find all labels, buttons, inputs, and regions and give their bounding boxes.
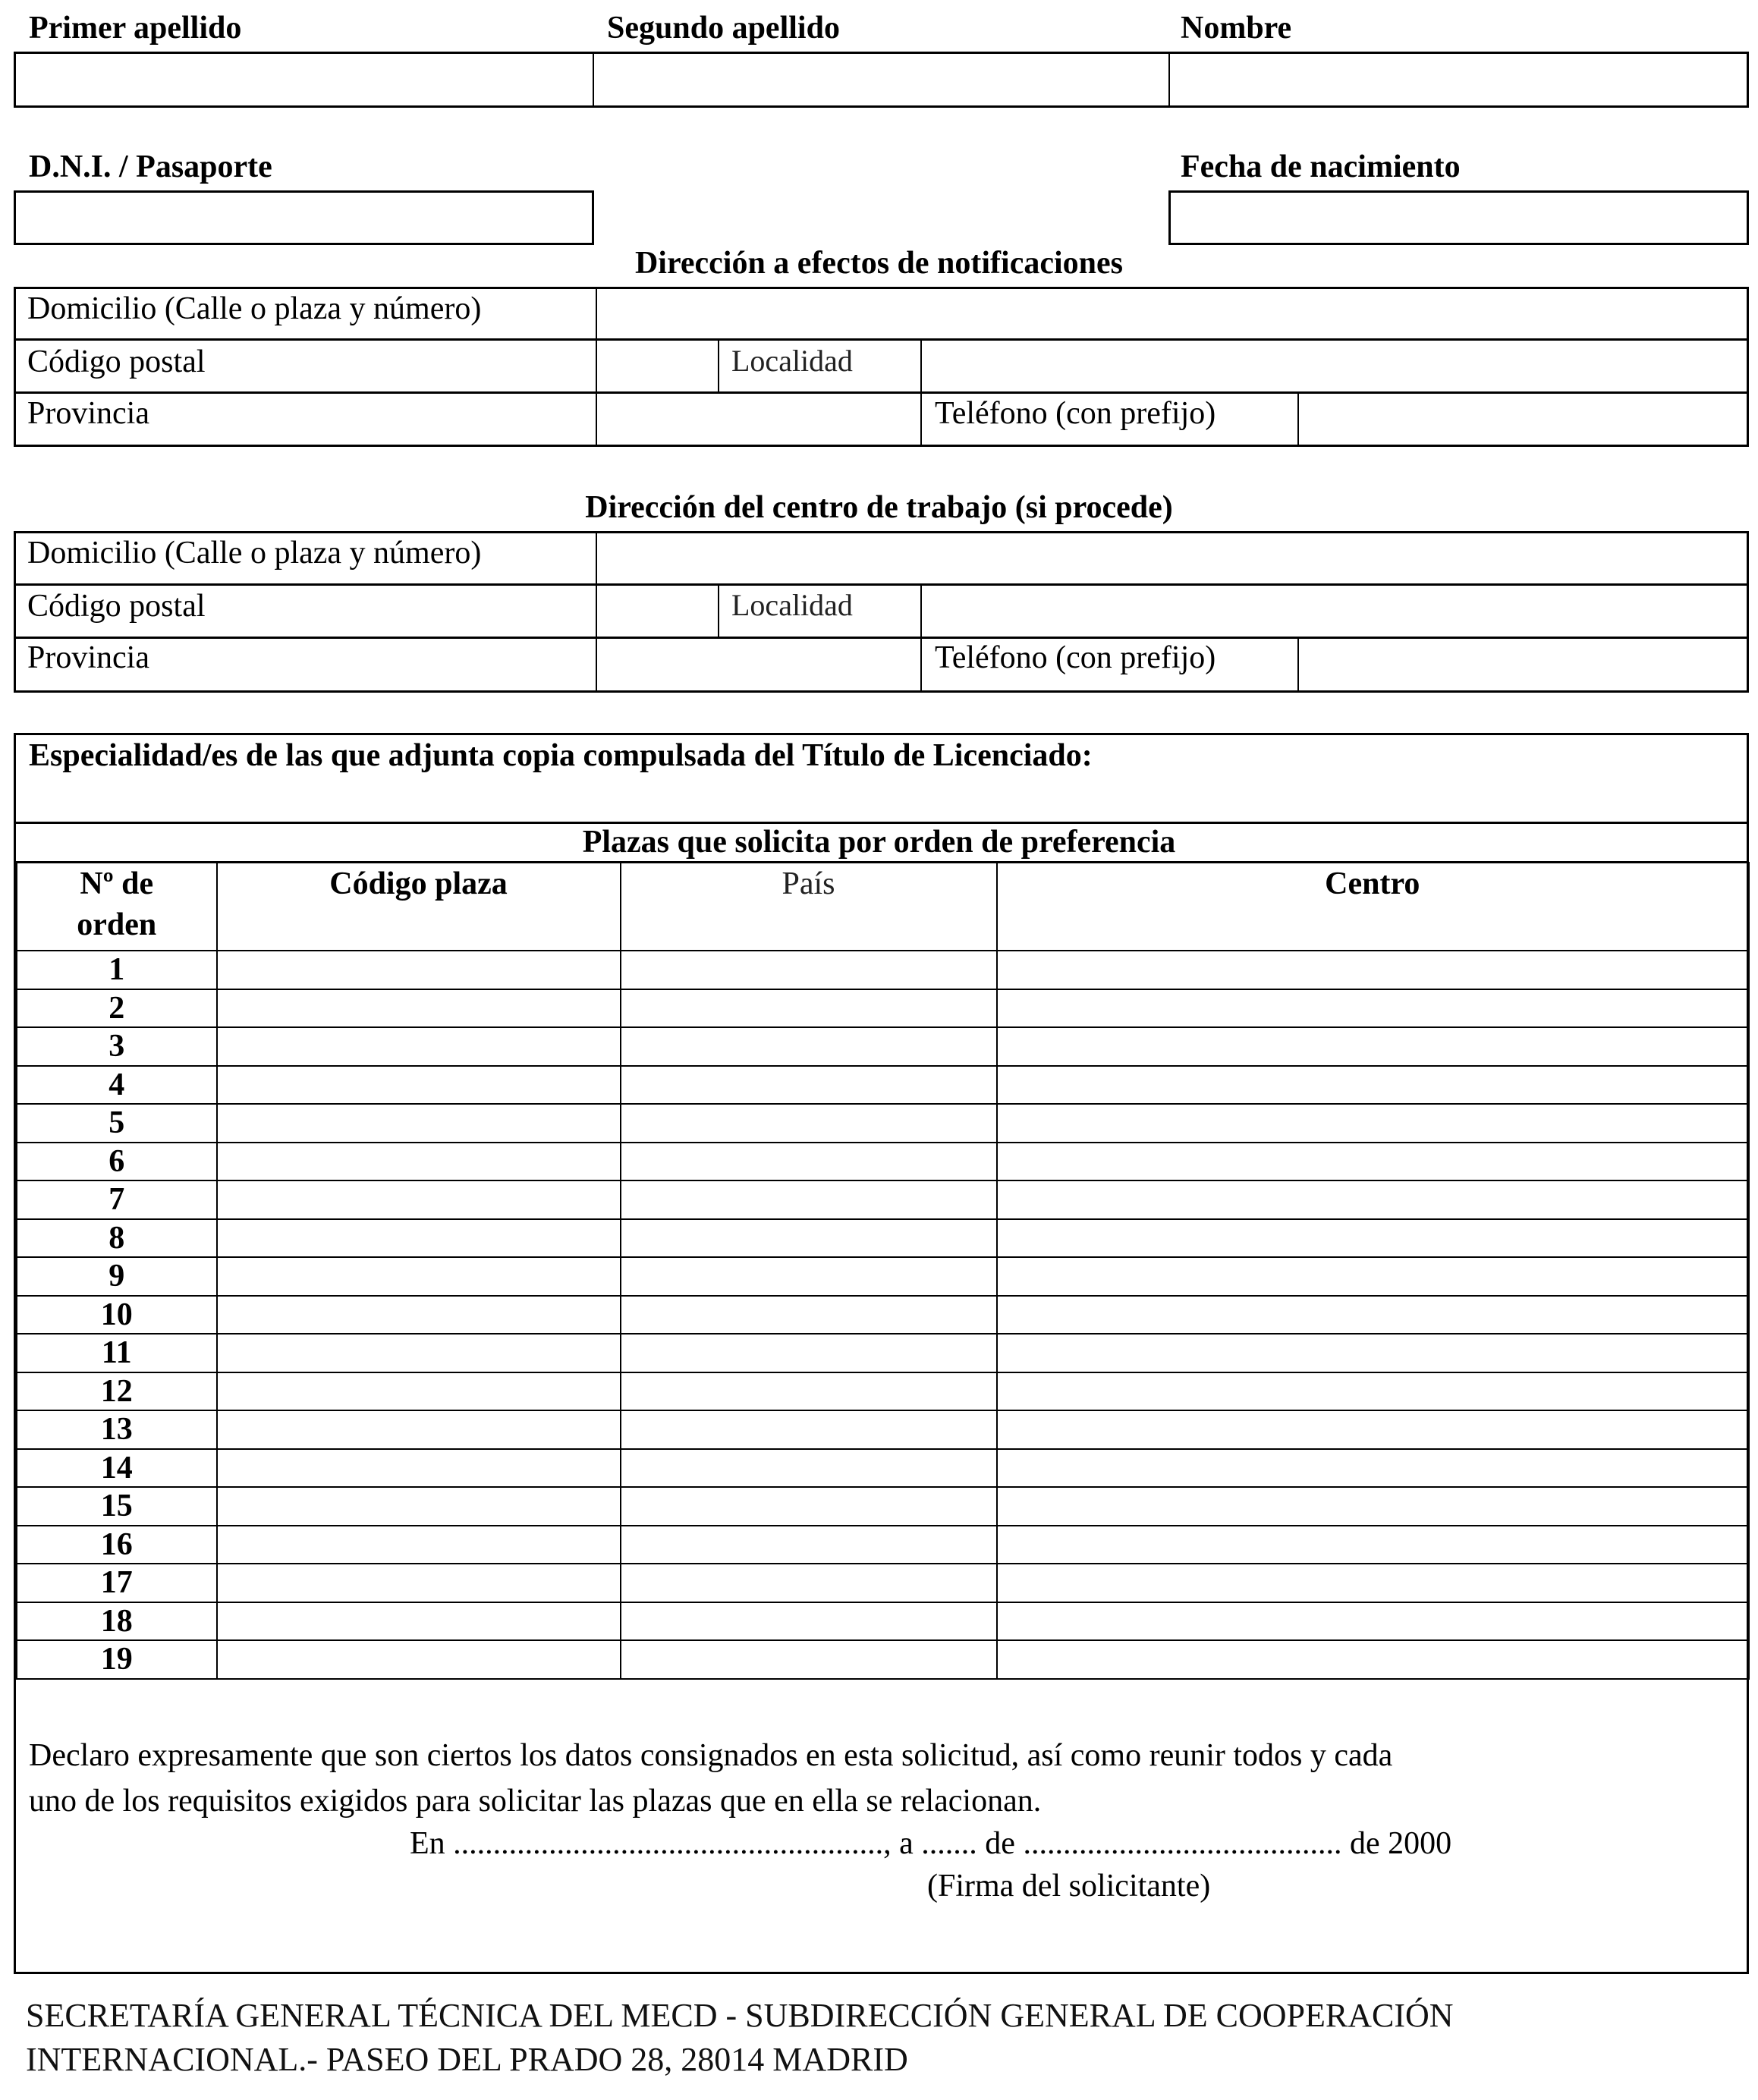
pais-cell[interactable]: [621, 1487, 997, 1526]
dni-box: [14, 190, 594, 245]
table-row: [17, 1372, 1749, 1411]
row-divider: [14, 583, 1749, 586]
footer-line2: INTERNACIONAL.- PASEO DEL PRADO 28, 28014 MADRID: [26, 2041, 908, 2078]
pais-cell[interactable]: [621, 1449, 997, 1488]
firma-label: (Firma del solicitante): [927, 1869, 1211, 1904]
codigo-plaza-cell[interactable]: [217, 1296, 621, 1335]
row-number: 5: [17, 1104, 217, 1143]
trabajo-localidad-label: Localidad: [731, 588, 853, 622]
table-row: [17, 1143, 1749, 1181]
codigo-plaza-cell[interactable]: [217, 1334, 621, 1372]
notif-provincia-input[interactable]: [598, 395, 919, 444]
codigo-plaza-cell[interactable]: [217, 1066, 621, 1105]
table-row: [17, 1296, 1749, 1335]
especialidad-label: Especialidad/es de las que adjunta copia compulsada del Título de Licenciado:: [29, 738, 1093, 773]
row-number: 14: [17, 1449, 217, 1488]
plazas-table: [15, 862, 1750, 1680]
table-row: [17, 1602, 1749, 1641]
centro-cell[interactable]: [997, 1180, 1749, 1219]
row-number: 10: [17, 1296, 217, 1335]
centro-cell[interactable]: [997, 1487, 1749, 1526]
centro-cell[interactable]: [997, 951, 1749, 989]
row-number: 7: [17, 1180, 217, 1219]
divider: [920, 340, 922, 445]
row-number: 15: [17, 1487, 217, 1526]
codigo-plaza-cell[interactable]: [217, 951, 621, 989]
codigo-plaza-cell[interactable]: [217, 1640, 621, 1679]
notif-telefono-input[interactable]: [1300, 395, 1747, 444]
trabajo-telefono-label: Teléfono (con prefijo): [935, 640, 1216, 675]
centro-cell[interactable]: [997, 1143, 1749, 1181]
notif-localidad-label: Localidad: [731, 344, 853, 378]
centro-cell[interactable]: [997, 989, 1749, 1028]
pais-cell[interactable]: [621, 1066, 997, 1105]
pais-cell[interactable]: [621, 1564, 997, 1602]
notificaciones-title: Dirección a efectos de notificaciones: [634, 246, 1124, 281]
centro-cell[interactable]: [997, 1219, 1749, 1258]
notif-telefono-label: Teléfono (con prefijo): [935, 396, 1216, 431]
centro-cell[interactable]: [997, 1410, 1749, 1449]
centro-cell[interactable]: [997, 1449, 1749, 1488]
footer-line1: SECRETARÍA GENERAL TÉCNICA DEL MECD - SUBDIRECCIÓN GENERAL DE COOPERACIÓN: [26, 1997, 1454, 2034]
codigo-plaza-cell[interactable]: [217, 1602, 621, 1641]
trabajo-localidad-input[interactable]: [923, 586, 1747, 635]
pais-cell[interactable]: [621, 1334, 997, 1372]
notif-domicilio-label: Domicilio (Calle o plaza y número): [27, 291, 482, 326]
header-pais: País: [621, 863, 997, 951]
table-row: [17, 1449, 1749, 1488]
notif-provincia-label: Provincia: [27, 396, 149, 431]
row-number: 2: [17, 989, 217, 1028]
pais-cell[interactable]: [621, 1372, 997, 1411]
row-divider: [14, 637, 1749, 639]
centro-cell[interactable]: [997, 1602, 1749, 1641]
pais-cell[interactable]: [621, 1410, 997, 1449]
trabajo-telefono-input[interactable]: [1300, 640, 1747, 690]
primer-apellido-input[interactable]: [16, 54, 591, 105]
pais-cell[interactable]: [621, 1143, 997, 1181]
divider: [596, 533, 597, 691]
table-row: [17, 1410, 1749, 1449]
notif-codigo-postal-input[interactable]: [598, 341, 716, 390]
table-row: [17, 951, 1749, 989]
centro-trabajo-title: Dirección del centro de trabajo (si procede): [585, 490, 1173, 525]
row-number: 6: [17, 1143, 217, 1181]
trabajo-codigo-postal-input[interactable]: [598, 586, 716, 635]
codigo-plaza-cell[interactable]: [217, 989, 621, 1028]
fecha-nacimiento-input[interactable]: [1171, 193, 1747, 243]
table-row: [17, 1487, 1749, 1526]
row-number: 8: [17, 1219, 217, 1258]
table-row: [17, 1526, 1749, 1564]
dni-label: D.N.I. / Pasaporte: [29, 149, 272, 184]
notif-codigo-postal-label: Código postal: [27, 344, 206, 379]
especialidad-input[interactable]: [18, 781, 1745, 821]
codigo-plaza-cell[interactable]: [217, 1257, 621, 1296]
pais-cell[interactable]: [621, 1257, 997, 1296]
centro-cell[interactable]: [997, 1564, 1749, 1602]
row-number: 11: [17, 1334, 217, 1372]
divider: [596, 288, 597, 445]
row-number: 12: [17, 1372, 217, 1411]
pais-cell[interactable]: [621, 951, 997, 989]
codigo-plaza-cell[interactable]: [217, 1180, 621, 1219]
row-number: 4: [17, 1066, 217, 1105]
centro-cell[interactable]: [997, 1066, 1749, 1105]
fecha-nacimiento-label: Fecha de nacimiento: [1181, 149, 1461, 184]
centro-cell[interactable]: [997, 1640, 1749, 1679]
pais-cell[interactable]: [621, 1526, 997, 1564]
nombre-label: Nombre: [1181, 11, 1292, 46]
header-orden-line2: orden: [77, 907, 157, 942]
header-centro: Centro: [997, 863, 1749, 951]
pais-cell[interactable]: [621, 989, 997, 1028]
table-row: [17, 1104, 1749, 1143]
declaracion-line1: Declaro expresamente que son ciertos los datos consignados en esta solicitud, así como reunir todos y cada: [29, 1738, 1393, 1773]
codigo-plaza-cell[interactable]: [217, 1104, 621, 1143]
pais-cell[interactable]: [621, 1219, 997, 1258]
row-number: 13: [17, 1410, 217, 1449]
centro-cell[interactable]: [997, 1104, 1749, 1143]
codigo-plaza-cell[interactable]: [217, 1219, 621, 1258]
divider: [593, 53, 594, 106]
header-orden-line1: Nº de: [80, 866, 154, 901]
table-row: [17, 1066, 1749, 1105]
plazas-header-row: [17, 863, 1749, 951]
trabajo-codigo-postal-label: Código postal: [27, 589, 206, 624]
pais-cell[interactable]: [621, 1027, 997, 1066]
pais-cell[interactable]: [621, 1640, 997, 1679]
pais-cell[interactable]: [621, 1602, 997, 1641]
nombre-input[interactable]: [1171, 54, 1747, 105]
table-row: [17, 1027, 1749, 1066]
header-orden: [17, 863, 217, 951]
trabajo-domicilio-input[interactable]: [598, 533, 1747, 583]
plazas-title: Plazas que solicita por orden de preferencia: [582, 825, 1176, 860]
row-number: 1: [17, 951, 217, 989]
trabajo-domicilio-label: Domicilio (Calle o plaza y número): [27, 536, 482, 571]
row-divider: [14, 391, 1749, 394]
centro-cell[interactable]: [997, 1027, 1749, 1066]
table-row: [17, 1219, 1749, 1258]
table-row: [17, 1564, 1749, 1602]
divider: [718, 340, 719, 393]
table-row: [17, 1257, 1749, 1296]
table-row: [17, 1640, 1749, 1679]
trabajo-provincia-input[interactable]: [598, 640, 919, 690]
fecha-lugar-line[interactable]: En ......................................................, a ....... de ........................................ de 2000: [410, 1826, 1452, 1861]
pais-cell[interactable]: [621, 1180, 997, 1219]
pais-cell[interactable]: [621, 1104, 997, 1143]
row-divider: [14, 338, 1749, 341]
segundo-apellido-input[interactable]: [595, 54, 1167, 105]
row-number: 3: [17, 1027, 217, 1066]
codigo-plaza-cell[interactable]: [217, 1487, 621, 1526]
codigo-plaza-cell[interactable]: [217, 1143, 621, 1181]
codigo-plaza-cell[interactable]: [217, 1449, 621, 1488]
notif-localidad-input[interactable]: [923, 341, 1747, 390]
table-row: [17, 1180, 1749, 1219]
trabajo-provincia-label: Provincia: [27, 640, 149, 675]
pais-cell[interactable]: [621, 1296, 997, 1335]
table-row: [17, 1334, 1749, 1372]
declaracion-line2: uno de los requisitos exigidos para solicitar las plazas que en ella se relacionan.: [29, 1784, 1042, 1819]
dni-input[interactable]: [16, 193, 592, 243]
centro-cell[interactable]: [997, 1334, 1749, 1372]
centro-cell[interactable]: [997, 1296, 1749, 1335]
centro-cell[interactable]: [997, 1257, 1749, 1296]
header-codigo-plaza: Código plaza: [217, 863, 621, 951]
notif-domicilio-input[interactable]: [598, 289, 1747, 338]
divider: [1297, 393, 1299, 445]
codigo-plaza-cell[interactable]: [217, 1372, 621, 1411]
table-row: [17, 989, 1749, 1028]
fecha-nacimiento-box: [1168, 190, 1749, 245]
codigo-plaza-cell[interactable]: [217, 1526, 621, 1564]
codigo-plaza-cell[interactable]: [217, 1410, 621, 1449]
row-divider: [14, 822, 1749, 824]
divider: [718, 585, 719, 638]
primer-apellido-label: Primer apellido: [29, 11, 242, 46]
divider: [1297, 638, 1299, 691]
row-number: 16: [17, 1526, 217, 1564]
codigo-plaza-cell[interactable]: [217, 1564, 621, 1602]
codigo-plaza-cell[interactable]: [217, 1027, 621, 1066]
centro-cell[interactable]: [997, 1526, 1749, 1564]
row-number: 19: [17, 1640, 217, 1679]
divider: [1168, 53, 1170, 106]
segundo-apellido-label: Segundo apellido: [607, 11, 840, 46]
row-number: 9: [17, 1257, 217, 1296]
centro-cell[interactable]: [997, 1372, 1749, 1411]
row-number: 17: [17, 1564, 217, 1602]
divider: [920, 585, 922, 691]
row-number: 18: [17, 1602, 217, 1641]
